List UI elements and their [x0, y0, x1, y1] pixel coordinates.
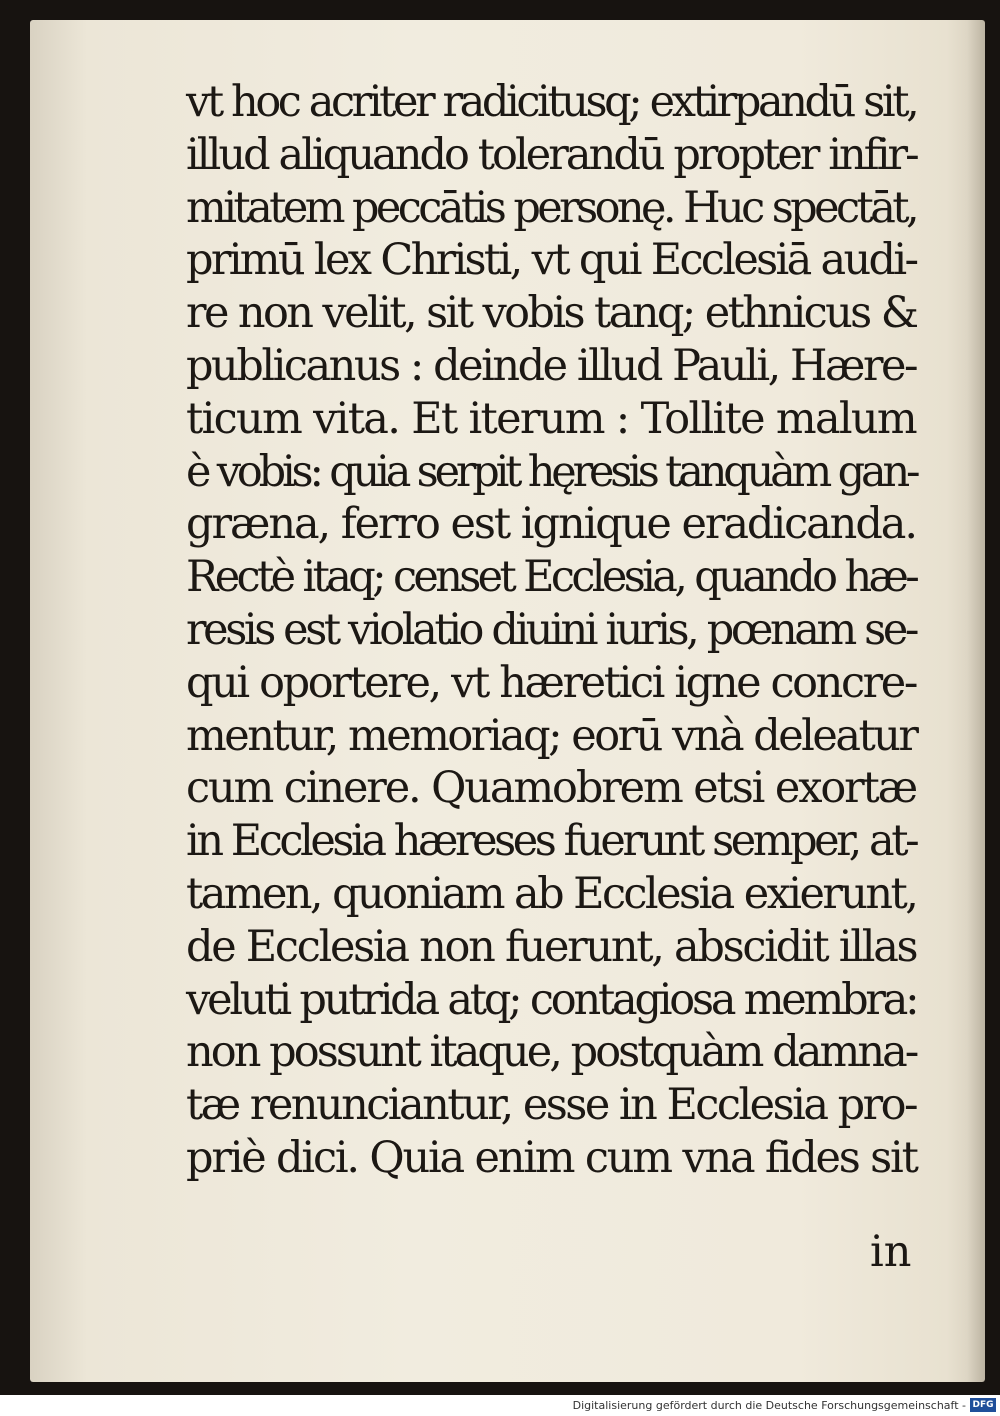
text-line: in Ecclesia hæreses fuerunt semper, at- [186, 816, 917, 867]
text-line: veluti putrida atq; contagiosa membra: [186, 974, 917, 1025]
text-line: Rectè itaq; censet Ecclesia, quando hæ- [186, 552, 917, 603]
text-line: resis est violatio diuini iuris, pœnam se- [186, 604, 916, 655]
text-line: de Ecclesia non fuerunt, abscidit illas [186, 921, 917, 972]
text-line: re non velit, sit vobis tanq; ethnicus & [186, 288, 917, 339]
text-line: priè dici. Quia enim cum vna fides sit [186, 1132, 917, 1183]
text-line: non possunt itaque, postquàm damna- [186, 1027, 917, 1078]
text-line: vt hoc acriter radicitusq; extirpandū sit, [186, 77, 917, 127]
page-edge-shadow [967, 20, 985, 1382]
text-line: mentur, memoriaq; eorū vnà deleatur [186, 710, 917, 761]
text-line: græna, ferro est ignique eradicanda. [186, 499, 916, 550]
text-line: cum cinere. Quamobrem etsi exortæ [186, 763, 916, 814]
dfg-logo: DFG [970, 1398, 996, 1412]
text-line: illud aliquando tolerandū propter infir- [186, 129, 917, 180]
text-line: qui oportere, vt hæretici igne concre- [186, 657, 916, 708]
text-line: primū lex Christi, vt qui Ecclesiā audi- [186, 235, 917, 286]
text-line: tæ renunciantur, esse in Ecclesia pro- [186, 1080, 916, 1131]
page-text [186, 76, 916, 1185]
text-line: publicanus : deinde illud Pauli, Hære- [186, 340, 917, 391]
footer-bar [0, 1395, 1000, 1416]
text-line: ticum vita. Et iterum : Tollite malum [186, 393, 916, 444]
text-line: tamen, quoniam ab Ecclesia exierunt, [186, 868, 917, 919]
catchword: in [870, 1227, 912, 1277]
text-line: è vobis: quia serpit hęresis tanquàm gan- [186, 446, 917, 497]
text-line: mitatem peccātis personę. Huc spectāt, [186, 182, 917, 233]
funding-credit: Digitalisierung gefördert durch die Deutsche Forschungsgemeinschaft - [572, 1399, 966, 1412]
